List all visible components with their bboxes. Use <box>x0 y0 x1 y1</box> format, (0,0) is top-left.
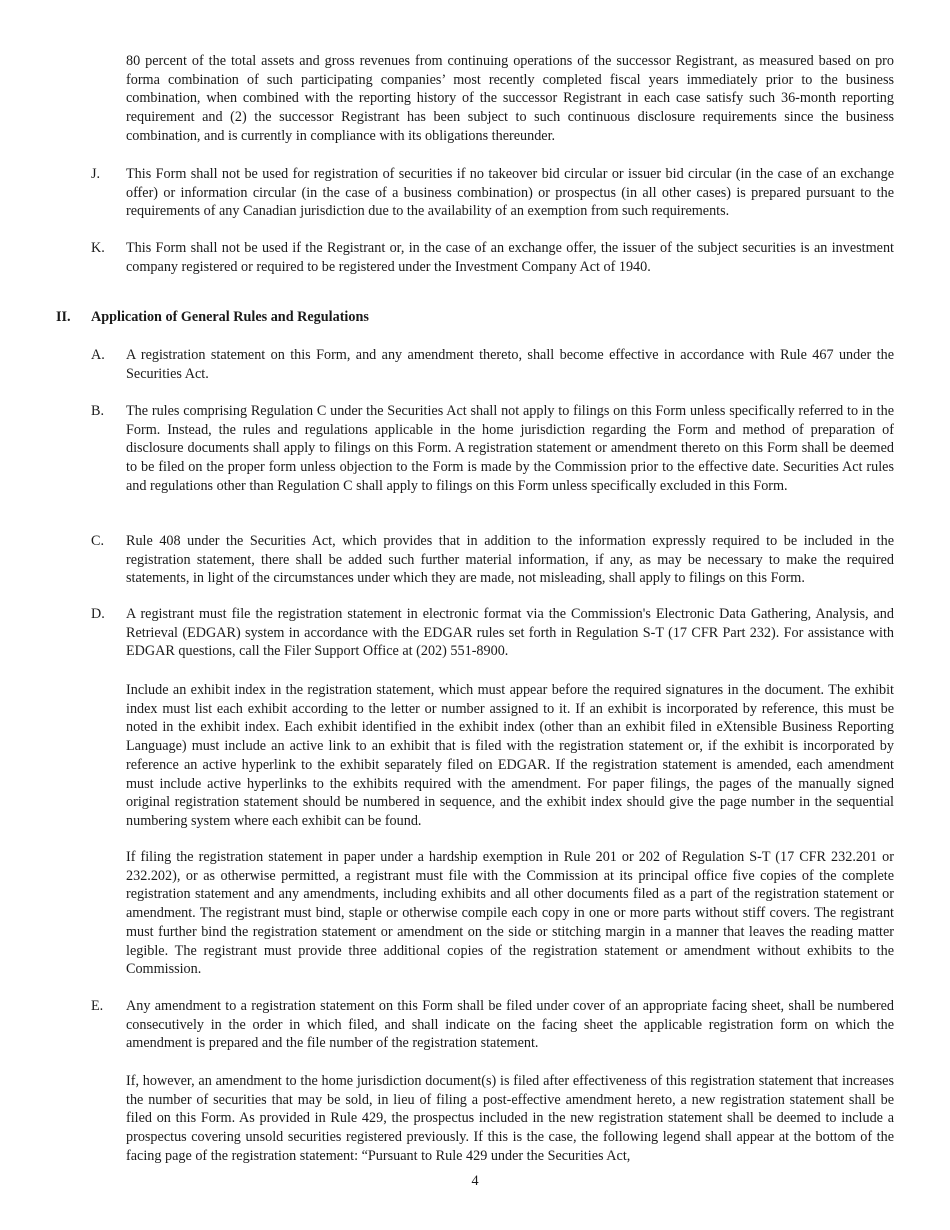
item-label-k: K. <box>91 240 105 256</box>
section-number: II. <box>56 309 71 325</box>
item-e-amendment-paragraph: If, however, an amendment to the home jurisdiction document(s) is filed after effectiveness of this registration statement that increases the number of securities that may be sold, in lieu of filing a post-effective amendment hereto, a new registration statement shall be filed on this Form. As provided in Rule 429, the prospectus included in the new registration statement shall be deemed to include a prospectus covering unsold securities registered previously. If this is the case, the following legend shall appear at the bottom of the facing page of the registration statement: “Pursuant to Rule 429 under the Securities Act, <box>126 1073 894 1164</box>
item-text-a: A registration statement on this Form, and any amendment thereto, shall become effective in accordance with Rule 467 under the Securities Act. <box>126 347 894 382</box>
item-label-d: D. <box>91 606 105 622</box>
item-label-b: B. <box>91 403 105 419</box>
item-text-c: Rule 408 under the Securities Act, which provides that in addition to the information expressly required to be included in the registration statement, there shall be added such further material information, if any, as may be necessary to make the required statements, in light of the circumstances under which they are made, not misleading, shall apply to filings on this Form. <box>126 533 894 587</box>
item-label-j: J. <box>91 166 101 182</box>
item-d-exhibit-index-paragraph: Include an exhibit index in the registration statement, which must appear before the required signatures in the document. The exhibit index must list each exhibit according to the letter or number assigned to it. If an exhibit is incorporated by reference, this must be noted in the exhibit index. Each exhibit identified in the exhibit index (other than an exhibit filed in eXtensible Business Reporting Language) must include an active link to an exhibit that is filed with the registration statement or, if the exhibit is incorporated by reference an active hyperlink to the exhibit separately filed on EDGAR. If the registration statement is amended, each amendment must include active hyperlinks to the exhibits required with the amendment. For paper filings, the pages of the manually signed original registration statement should be numbered in sequence, and the exhibit index should give the page number in the sequential numbering system where each exhibit can be found. <box>126 682 894 829</box>
item-label-c: C. <box>91 533 105 549</box>
item-text-j: This Form shall not be used for registration of securities if no takeover bid circular or issuer bid circular (in the case of an exchange offer) or information circular (in the case of a business combination) or prospectus (in all other cases) is prepared pursuant to the requirements of any Canadian jurisdiction due to the availability of an exemption from such requirements. <box>126 166 894 220</box>
item-text-e: Any amendment to a registration statement on this Form shall be filed under cover of an appropriate facing sheet, shall be numbered consecutively in the order in which filed, and shall indicate on the facing sheet the applicable registration form on which the amendment is prepared and the file number of the registration statement. <box>126 998 894 1052</box>
page-number: 4 <box>471 1173 479 1189</box>
item-label-a: A. <box>91 347 105 363</box>
item-text-k: This Form shall not be used if the Registrant or, in the case of an exchange offer, the issuer of the subject securities is an investment company registered or required to be registered under the Investment Company Act of 1940. <box>126 240 894 275</box>
section-title: Application of General Rules and Regulations <box>91 309 369 325</box>
item-text-d: A registrant must file the registration statement in electronic format via the Commission's Electronic Data Gathering, Analysis, and Retrieval (EDGAR) system in accordance with the EDGAR rules set forth in Regulation S-T (17 CFR Part 232). For assistance with EDGAR questions, call the Filer Support Office at (202) 551-8900. <box>126 606 894 660</box>
continuation-paragraph: 80 percent of the total assets and gross revenues from continuing operations of the successor Registrant, as measured based on pro forma combination of such participating companies’ most recently completed fiscal years immediately prior to the business combination, when combined with the reporting history of the successor Registrant in each case satisfy such 36-month reporting requirement and (2) the successor Registrant has been subject to such continuous disclosure requirements since the business combination, and is currently in compliance with its obligations thereunder. <box>126 53 894 144</box>
item-label-e: E. <box>91 998 104 1014</box>
item-d-paper-filing-paragraph: If filing the registration statement in paper under a hardship exemption in Rule 201 or 202 of Regulation S-T (17 CFR 232.201 or 232.202), or as otherwise permitted, a registrant must file with the Commission at its principal office five copies of the complete registration statement and any amendments, including exhibits and all other documents filed as a part of the registration statement or amendment. The registrant must bind, staple or otherwise compile each copy in one or more parts without stiff covers. The registrant must further bind the registration statement or amendment on the side or stitching margin in a manner that leaves the reading matter legible. The registrant must provide three additional copies of the registration statement or amendment without exhibits to the Commission. <box>126 849 894 978</box>
item-text-b: The rules comprising Regulation C under the Securities Act shall not apply to filings on this Form unless specifically referred to in the Form. Instead, the rules and regulations applicable in the home jurisdiction regarding the Form and method of preparation of disclosure documents shall apply to filings on this Form. A registration statement or amendment thereto on this Form shall be deemed to be filed on the proper form unless objection to the Form is made by the Commission prior to the effective date. Securities Act rules and regulations other than Regulation C shall apply to filings on this Form unless specifically excluded in this Form. <box>126 403 894 494</box>
